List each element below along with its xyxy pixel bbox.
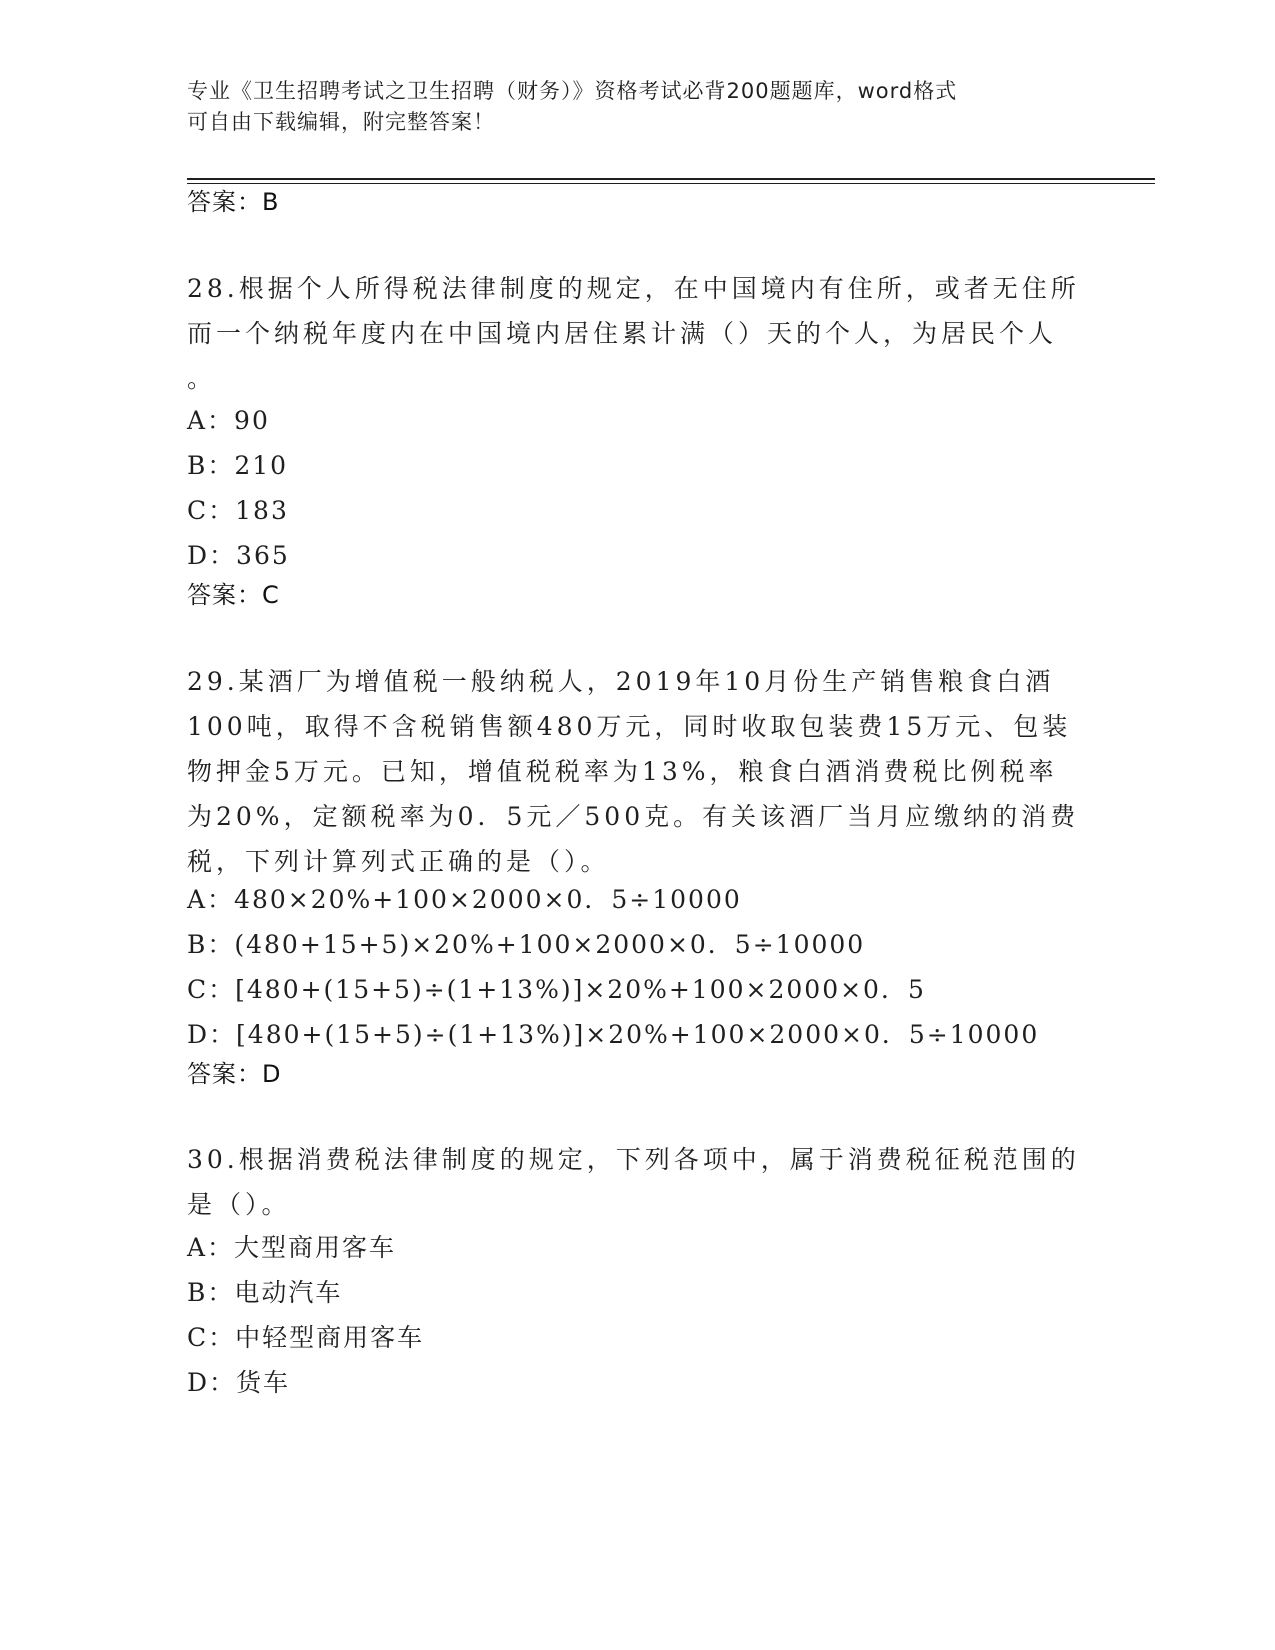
question-29 [187, 659, 1087, 884]
question-28-line-3: 。 [187, 364, 217, 393]
option-d: D：365 [187, 541, 290, 570]
header-divider [187, 178, 1155, 180]
question-30-line-1: 30.根据消费税法律制度的规定，下列各项中，属于消费税征税范围的 [187, 1145, 1080, 1174]
question-30 [187, 1137, 1087, 1227]
option-d: D：货车 [187, 1368, 291, 1397]
question-28-line-1: 28.根据个人所得税法律制度的规定，在中国境内有住所，或者无住所 [187, 274, 1080, 303]
option-a: A：大型商用客车 [187, 1233, 397, 1262]
question-29-line-2: 100吨，取得不含税销售额480万元，同时收取包装费15万元、包装 [187, 712, 1072, 741]
option-b: B：(480+15+5)×20%+100×2000×0．5÷10000 [187, 930, 866, 959]
question-29-line-4: 为20%，定额税率为0．5元／500克。有关该酒厂当月应缴纳的消费 [187, 802, 1080, 831]
option-d: D：[480+(15+5)÷(1+13%)]×20%+100×2000×0．5÷10000 [187, 1020, 1040, 1049]
question-28-line-2: 而一个纳税年度内在中国境内居住累计满（）天的个人，为居民个人 [187, 319, 1058, 348]
question-28 [187, 266, 1087, 401]
question-30-line-2: 是（）。 [187, 1190, 291, 1219]
answer-28: 答案：C [187, 581, 280, 609]
question-29-line-1: 29.某酒厂为增值税一般纳税人，2019年10月份生产销售粮食白酒 [187, 667, 1055, 696]
document-header [187, 76, 1067, 138]
option-a: A：90 [187, 406, 270, 435]
question-28-options [187, 398, 1087, 578]
question-29-line-3: 物押金5万元。已知，增值税税率为13%，粮食白酒消费税比例税率 [187, 757, 1058, 786]
option-c: C：[480+(15+5)÷(1+13%)]×20%+100×2000×0．5 [187, 975, 926, 1004]
question-30-options [187, 1225, 1087, 1405]
answer-29: 答案：D [187, 1060, 282, 1088]
option-c: C：中轻型商用客车 [187, 1323, 425, 1352]
question-29-line-5: 税，下列计算列式正确的是（）。 [187, 847, 610, 876]
option-a: A：480×20%+100×2000×0．5÷10000 [187, 885, 742, 914]
option-b: B：210 [187, 451, 289, 480]
header-divider-thin [187, 183, 1155, 184]
question-29-options [187, 877, 1087, 1057]
option-b: B：电动汽车 [187, 1278, 343, 1307]
answer-prev: 答案：B [187, 188, 280, 216]
header-line-2: 可自由下载编辑，附完整答案！ [187, 110, 495, 134]
header-line-1: 专业《卫生招聘考试之卫生招聘（财务）》资格考试必背200题题库，word格式 [187, 79, 958, 103]
option-c: C：183 [187, 496, 289, 525]
